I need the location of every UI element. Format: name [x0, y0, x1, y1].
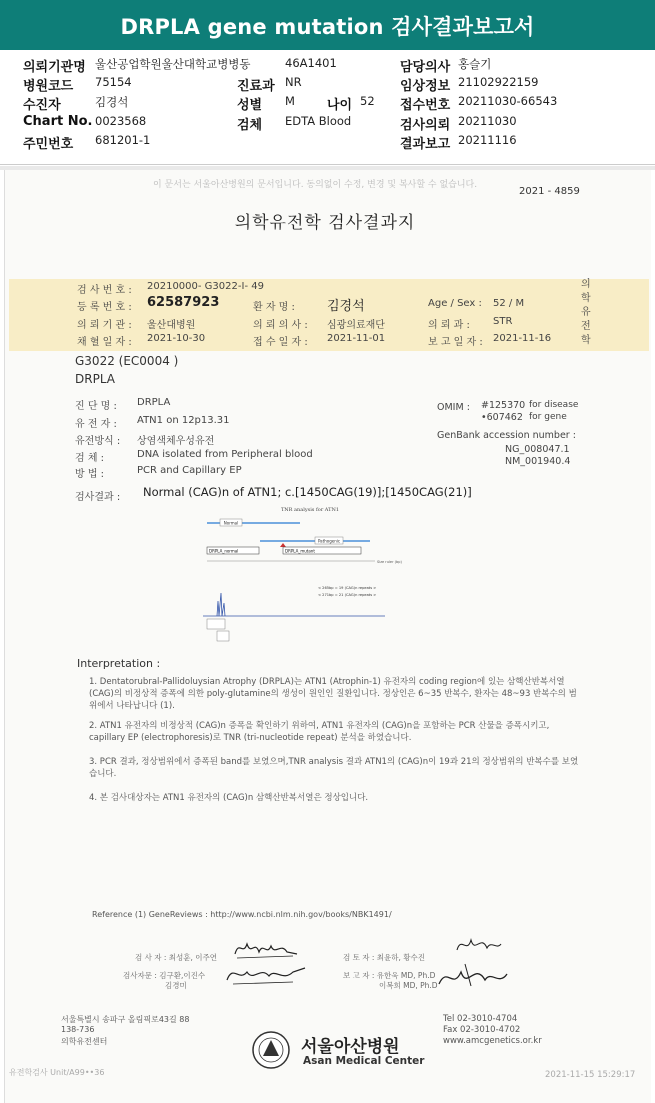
draw-date: 2021-10-30 [147, 333, 206, 344]
diagnosis-label: 진 단 명 : [75, 401, 117, 412]
rrn-value: 681201-1 [95, 133, 151, 147]
trace-peaks [217, 593, 225, 616]
genbank-2: NM_001940.4 [505, 456, 571, 467]
reg-no-label: 등 록 번 호 : [77, 302, 132, 313]
recv-date: 2021-11-01 [327, 333, 386, 344]
patient-info-panel [0, 50, 655, 165]
draw-date-label: 채 혈 일 자 : [77, 337, 132, 348]
fax: Fax 02-3010-4702 [443, 1025, 521, 1035]
reference: Reference (1) GeneReviews : http://www.ncbi.nlm.nih.gov/books/NBK1491/ [92, 910, 392, 919]
omim-gene: •607462 [481, 412, 523, 423]
tnr-diagram [195, 503, 405, 643]
interp-item-2: 2. ATN1 유전자의 비정상적 (CAG)n 증폭을 확인하기 위하여, ATN1 유전자의 (CAG)n을 포함하는 PCR 산물을 증폭시키고, capillary EP (electrophoresis)로 TNR (tri-nucleotide repeat) 분석을 하였습니다. [89, 721, 550, 743]
omim-disease-for: for disease [529, 400, 579, 410]
dept-value: NR [285, 75, 302, 89]
code-value: 75154 [95, 75, 132, 89]
report-date-value: 20211116 [458, 133, 517, 147]
advisor-label: 검사자문 : 김구환,이진수 [123, 971, 206, 980]
advisor-label-2: 김경미 [165, 981, 187, 990]
sex-value: M [285, 94, 295, 108]
report-header [0, 0, 655, 50]
advisor-signature [223, 960, 309, 988]
patient-label: 수진자 [23, 98, 61, 113]
document-number: 2021 - 4859 [519, 186, 580, 197]
exam-no-label: 검 사 번 호 : [77, 285, 132, 296]
peak-annotation-2: < 271bp = 21 (CAG)n repeats > [318, 593, 377, 597]
sample-label: 검 체 : [75, 453, 105, 464]
method-label: 방 법 : [75, 469, 105, 480]
method-value: PCR and Capillary EP [137, 465, 242, 476]
result-value: Normal (CAG)n of ATN1; c.[1450CAG(19)];[1450CAG(21)] [143, 485, 472, 499]
age-label: 나이 [327, 98, 353, 113]
address-line-1: 서울특별시 송파구 올림픽로43길 88 [61, 1015, 190, 1024]
request-label: 검사의뢰 [400, 118, 451, 133]
hospital-code: 46A1401 [285, 56, 337, 70]
logo-english: Asan Medical Center [303, 1055, 425, 1067]
doctor-value: 홍슬기 [458, 57, 492, 71]
inst-label: 의 뢰 기 관 : [77, 320, 132, 331]
reporter-label-2: 이복희 MD, Ph.D [379, 981, 438, 990]
clinical-value: 21102922159 [458, 75, 539, 89]
inheritance-label: 유전방식 : [75, 436, 121, 447]
peak-annotation-1: < 265bp = 19 (CAG)n repeats > [318, 586, 377, 590]
footer-left: 유전학검사 Unit/A99••36 [9, 1068, 105, 1077]
ref-doctor-label: 의 뢰 의 사 : [253, 320, 308, 331]
ref-dept: STR [493, 316, 513, 327]
report-title: DRPLA gene mutation 검사결과보고서 [120, 15, 535, 39]
normal-range-label: Normal [223, 520, 239, 526]
peak-box-1 [207, 619, 225, 629]
genbank-1: NG_008047.1 [505, 444, 570, 455]
tester-signature [233, 936, 299, 960]
report-date-label: 결과보고 [400, 137, 451, 152]
chart-value: 0023568 [95, 114, 147, 128]
ref-doctor: 심광의료재단 [327, 320, 385, 331]
specimen-value: EDTA Blood [285, 114, 352, 128]
dept-label: 진료과 [237, 79, 275, 94]
peak-box-2 [217, 631, 229, 641]
ref-dept-label: 의 뢰 과 : [428, 320, 470, 331]
pathogenic-range-label: Pathogenic [317, 538, 341, 544]
test-name: DRPLA [75, 372, 115, 386]
inheritance-value: 상염색체우성유전 [137, 436, 215, 447]
asan-logo-icon [251, 1030, 291, 1070]
doctor-label: 담당의사 [400, 60, 451, 75]
code-label: 병원코드 [23, 79, 74, 94]
patient-name-label: 환 자 명 : [253, 302, 295, 313]
rep-date-label: 보 고 일 자 : [428, 337, 483, 348]
diagnosis-value: DRPLA [137, 397, 171, 408]
patient-name: 김경석 [327, 299, 365, 314]
agesex-label: Age / Sex : [428, 298, 482, 309]
website: www.amcgenetics.or.kr [443, 1036, 542, 1046]
result-label: 검사결과 : [75, 492, 121, 503]
test-code: G3022 (EC0004 ) [75, 354, 179, 368]
side-label: 의 학 유 전 학 [581, 279, 591, 346]
tnr-title: TNR analysis for ATN1 [280, 507, 340, 513]
chart-label: Chart No. [23, 114, 93, 129]
sex-label: 성별 [237, 98, 263, 113]
report-main-title: 의학유전학 검사결과지 [234, 213, 416, 233]
request-value: 20211030 [458, 114, 517, 128]
exam-no: 20210000- G3022-I- 49 [147, 281, 264, 292]
marker-icon [280, 543, 286, 547]
interpretation-title: Interpretation : [77, 657, 161, 670]
size-ruler-label: Size ruler (bp) [377, 560, 402, 564]
inst: 울산대병원 [147, 320, 196, 331]
omim-label: OMIM : [437, 402, 470, 413]
receipt-value: 20211030-66543 [458, 94, 558, 108]
patient-value: 김경석 [95, 95, 129, 109]
sample-value: DNA isolated from Peripheral blood [137, 449, 313, 460]
reviewer-label: 검 토 자 : 최윤하, 황수진 [343, 953, 426, 962]
genbank-label: GenBank accession number : [437, 430, 576, 441]
address-line-2: 138-736 [61, 1025, 95, 1034]
agesex: 52 / M [493, 298, 525, 309]
interp-item-3: 3. PCR 결과, 정상범위에서 증폭된 band를 보였으며,TNR analysis 결과 ATN1의 (CAG)n이 19과 21의 정상범위의 반복수를 보였습니다. [89, 757, 579, 779]
omim-gene-for: for gene [529, 412, 567, 422]
mutant-allele: DRPLA_mutant [285, 548, 315, 554]
hospital-label: 의뢰기관명 [23, 60, 86, 75]
normal-allele: DRPLA_normal [209, 548, 239, 554]
gene-label: 유 전 자 : [75, 419, 117, 430]
reg-no: 62587923 [147, 295, 220, 310]
gene-value: ATN1 on 12p13.31 [137, 415, 230, 426]
tester-label: 검 사 자 : 최성훈, 이주연 [135, 953, 218, 962]
scanned-report [4, 170, 651, 1103]
age-value: 52 [360, 94, 375, 108]
recv-date-label: 접 수 일 자 : [253, 337, 308, 348]
logo-korean: 서울아산병원 [301, 1037, 400, 1057]
receipt-label: 접수번호 [400, 98, 451, 113]
reporter-label: 보 고 자 : 유한욱 MD, Ph.D [343, 971, 436, 980]
address-line-3: 의학유전센터 [61, 1037, 108, 1046]
tel: Tel 02-3010-4704 [443, 1014, 518, 1024]
watermark-text: 이 문서는 서울아산병원의 문서입니다. 동의없이 수정, 변경 및 복사할 수 없습니다. [153, 180, 478, 190]
footer-timestamp: 2021-11-15 15:29:17 [545, 1070, 636, 1080]
interp-item-4: 4. 본 검사대상자는 ATN1 유전자의 (CAG)n 삼핵산반복서열은 정상입니다. [89, 793, 369, 803]
interp-item-1: 1. Dentatorubral-Pallidoluysian Atrophy (DRPLA)는 ATN1 (Atrophin-1) 유전자의 coding region에 있는 삼핵산반복서열 (CAG)의 비정상적 증폭에 의한 poly-glutamine의 생성이 원인인 질환입니다. 정상인은 6~35 반복수, 환자는 48~93 반복수의 범위에서 나타납니다 (1). [89, 677, 577, 711]
clinical-label: 임상정보 [400, 79, 451, 94]
rep-date: 2021-11-16 [493, 333, 552, 344]
hospital-value: 울산공업학원울산대학교병병동 [95, 57, 251, 71]
rrn-label: 주민번호 [23, 137, 74, 152]
omim-disease: #125370 [481, 400, 526, 411]
reporter-signature [435, 956, 511, 996]
specimen-label: 검체 [237, 118, 263, 133]
